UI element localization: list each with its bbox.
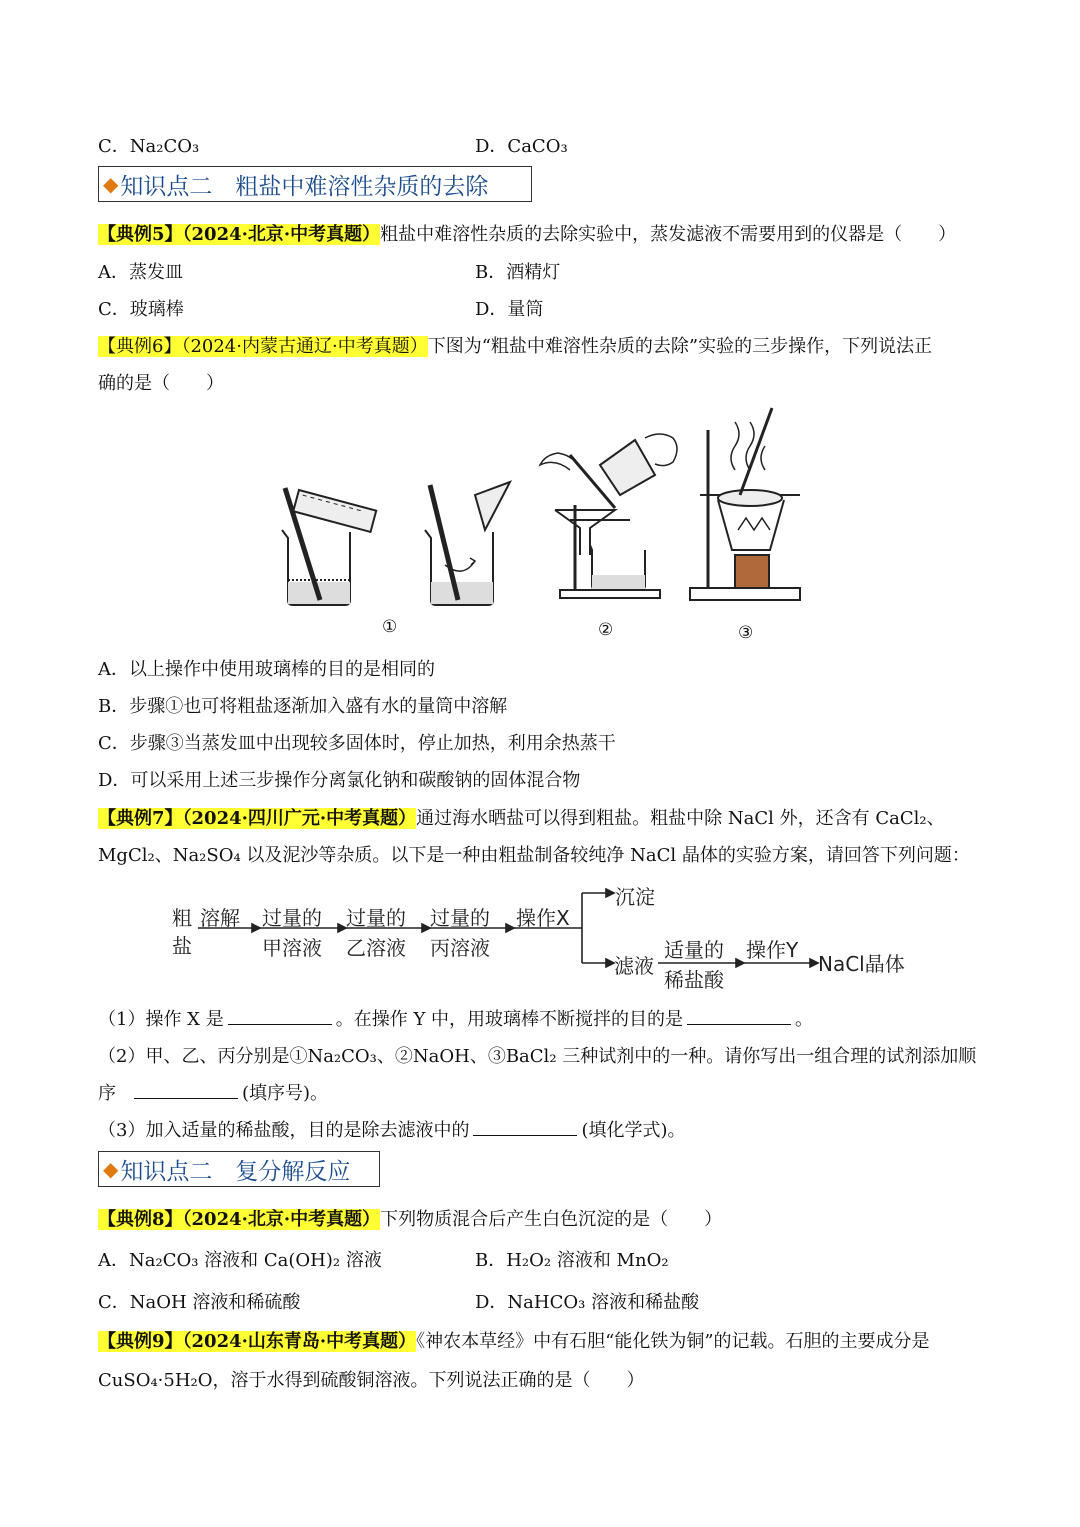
flow-product: NaCl晶体 — [818, 952, 905, 976]
question-text-cont: 确的是（ ） — [98, 373, 224, 394]
question-text-cont: MgCl₂、Na₂SO₄ 以及泥沙等杂质。以下是一种由粗盐制备较纯净 NaCl 晶体的实验方案，请回答下列问题： — [98, 845, 970, 866]
section-title: 知识点二 复分解反应 — [120, 1158, 351, 1185]
evaporation-apparatus — [690, 408, 800, 600]
figure-label-3: ③ — [738, 623, 754, 643]
option-a: A．Na₂CO₃ 溶液和 Ca(OH)₂ 溶液 — [98, 1250, 382, 1271]
example-6-stem — [98, 332, 932, 358]
example-tag: 【典例9】（2024·山东青岛·中考真题） — [98, 1331, 417, 1352]
question-text: 下列物质混合后产生白色沉淀的是（ ） — [380, 1209, 723, 1230]
answer-blank[interactable] — [134, 1084, 238, 1099]
example-tag: 【典例8】（2024·北京·中考真题） — [98, 1209, 381, 1230]
flow-acid-a: 适量的 — [664, 938, 724, 962]
sub-question-1: （1）操作 X 是 。在操作 Y 中，用玻璃棒不断搅拌的目的是 。 — [98, 1009, 814, 1030]
diamond-icon: ◆ — [103, 172, 119, 196]
question-text-cont: CuSO₄·5H₂O，溶于水得到硫酸铜溶液。下列说法正确的是（ ） — [98, 1370, 645, 1391]
option-d: D．NaHCO₃ 溶液和稀盐酸 — [475, 1292, 700, 1313]
option-c: C．步骤③当蒸发皿中出现较多固体时，停止加热，利用余热蒸干 — [98, 733, 616, 754]
example-tag: 【典例5】（2024·北京·中考真题） — [98, 224, 381, 245]
dissolving-apparatus — [282, 488, 376, 605]
example-tag: 【典例7】（2024·四川广元·中考真题） — [98, 808, 417, 829]
example-8-stem — [98, 1205, 722, 1231]
flow-precipitate: 沉淀 — [615, 885, 655, 909]
sub-question-3: （3）加入适量的稀盐酸，目的是除去滤液中的 (填化学式)。 — [98, 1120, 686, 1141]
answer-blank[interactable] — [228, 1010, 332, 1025]
diamond-icon: ◆ — [103, 1157, 119, 1181]
option-b: B．酒精灯 — [475, 262, 561, 283]
flow-step-2a: 过量的 — [262, 906, 322, 930]
question-text: 粗盐中难溶性杂质的去除实验中，蒸发滤液不需要用到的仪器是（ ） — [380, 224, 957, 245]
flow-step-dissolve: 溶解 — [200, 906, 240, 930]
option-a: A．以上操作中使用玻璃棒的目的是相同的 — [98, 659, 435, 680]
flow-step-3b: 乙溶液 — [346, 936, 406, 960]
example-9-stem — [98, 1327, 930, 1353]
option-c: C．玻璃棒 — [98, 299, 184, 320]
flow-operation-x: 操作X — [516, 906, 570, 930]
option-a: A．蒸发皿 — [98, 262, 183, 283]
flow-step-2b: 甲溶液 — [262, 936, 322, 960]
option-d: D．CaCO₃ — [475, 136, 568, 157]
question-text: 下图为“粗盐中难溶性杂质的去除”实验的三步操作，下列说法正 — [427, 336, 933, 357]
flow-step-4a: 过量的 — [430, 906, 490, 930]
figure-label-1: ① — [382, 617, 398, 637]
option-d: D．可以采用上述三步操作分离氯化钠和碳酸钠的固体混合物 — [98, 770, 581, 791]
option-d: D．量筒 — [475, 299, 544, 320]
sub-question-2-cont: 序 (填序号)。 — [98, 1083, 329, 1104]
flow-filtrate: 滤液 — [614, 954, 654, 978]
flow-step-4b: 丙溶液 — [430, 936, 490, 960]
section-title: 知识点二 粗盐中难溶性杂质的去除 — [120, 173, 489, 200]
example-7-stem — [98, 804, 945, 830]
option-c: C．Na₂CO₃ — [98, 136, 200, 157]
flow-step-3a: 过量的 — [346, 906, 406, 930]
option-b: B．步骤①也可将粗盐逐渐加入盛有水的量筒中溶解 — [98, 696, 508, 717]
example-tag: 【典例6】（2024·内蒙古通辽·中考真题） — [98, 336, 428, 357]
section-header — [98, 166, 532, 202]
answer-blank[interactable] — [473, 1121, 577, 1136]
sub-question-2: （2）甲、乙、丙分别是①Na₂CO₃、②NaOH、③BaCl₂ 三种试剂中的一种。请你写出一组合理的试剂添加顺 — [98, 1046, 977, 1067]
lab-operations-figure — [270, 400, 810, 650]
answer-blank[interactable] — [687, 1010, 791, 1025]
option-c: C．NaOH 溶液和稀硫酸 — [98, 1292, 301, 1313]
section-header — [98, 1151, 380, 1187]
stirring-apparatus — [425, 482, 510, 605]
example-5-stem — [98, 220, 956, 246]
flow-start-1: 粗 — [172, 906, 192, 930]
flow-acid-b: 稀盐酸 — [664, 968, 724, 992]
flow-operation-y: 操作Y — [746, 938, 799, 962]
question-text: 通过海水晒盐可以得到粗盐。粗盐中除 NaCl 外，还含有 CaCl₂、 — [416, 808, 945, 829]
flow-start-2: 盐 — [172, 934, 192, 958]
filtration-apparatus — [540, 434, 677, 598]
question-text: 《神农本草经》中有石胆“能化铁为铜”的记载。石胆的主要成分是 — [416, 1331, 930, 1352]
figure-label-2: ② — [598, 620, 614, 640]
option-b: B．H₂O₂ 溶液和 MnO₂ — [475, 1250, 669, 1271]
